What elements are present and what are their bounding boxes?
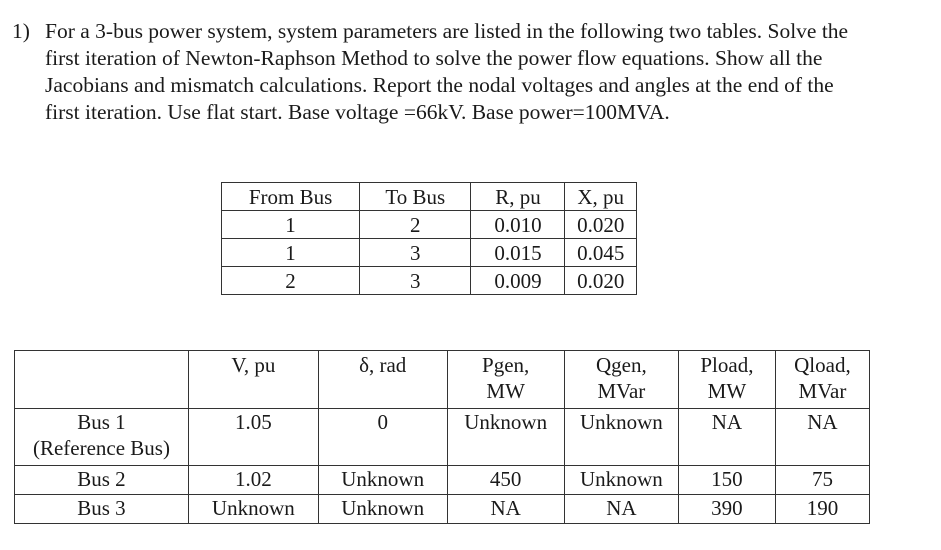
table-cell: 1.05 (188, 409, 318, 466)
header-cell (678, 351, 775, 409)
header-cell-empty (15, 351, 189, 409)
table-header-row (15, 351, 870, 409)
header-cell (564, 351, 678, 409)
header-text: V, pu (231, 353, 276, 377)
bus-note: (Reference Bus) (32, 436, 170, 460)
problem-line: For a 3-bus power system, system parameters are listed in the following two tables. Solve the (45, 19, 849, 43)
row-label: Bus 3 (15, 495, 189, 524)
table-cell: 75 (775, 466, 869, 495)
table-row (222, 239, 637, 267)
table-cell: 2 (222, 267, 360, 295)
problem-statement (12, 18, 927, 126)
table-cell: NA (775, 409, 869, 466)
header-cell: X, pu (565, 183, 637, 211)
table-row (222, 267, 637, 295)
table-row (15, 495, 870, 524)
header-unit: MW (486, 379, 525, 403)
table-cell: 0.015 (471, 239, 565, 267)
table-cell: 450 (447, 466, 564, 495)
table-cell: Unknown (564, 409, 678, 466)
problem-text (45, 18, 927, 126)
header-cell: From Bus (222, 183, 360, 211)
header-cell (775, 351, 869, 409)
table-cell: 3 (360, 267, 471, 295)
problem-number: 1) (12, 19, 30, 43)
line-parameters-table (221, 182, 637, 295)
header-unit: MVar (798, 379, 847, 403)
table-cell: 1.02 (188, 466, 318, 495)
table-cell: Unknown (447, 409, 564, 466)
table-cell: 150 (678, 466, 775, 495)
header-text: Pload, (700, 353, 754, 377)
table-header-row (222, 183, 637, 211)
header-cell (188, 351, 318, 409)
table-cell: NA (564, 495, 678, 524)
table-cell: Unknown (564, 466, 678, 495)
table-cell: 0.010 (471, 211, 565, 239)
header-text: Qgen, (595, 353, 647, 377)
header-text: Qload, (794, 353, 851, 377)
table-cell: 390 (678, 495, 775, 524)
table-cell: NA (447, 495, 564, 524)
header-cell: R, pu (471, 183, 565, 211)
table-cell: Unknown (318, 495, 447, 524)
bus-name: Bus 1 (77, 410, 126, 434)
table-cell: 0.009 (471, 267, 565, 295)
table-cell: 190 (775, 495, 869, 524)
table-row (15, 409, 870, 466)
problem-line: first iteration of Newton-Raphson Method to solve the power flow equations. Show all the (45, 46, 823, 70)
table-row (15, 466, 870, 495)
header-cell: To Bus (360, 183, 471, 211)
header-unit: MW (707, 379, 747, 403)
table-cell: 0.020 (565, 267, 637, 295)
table-cell: 3 (360, 239, 471, 267)
bus-data-table (14, 350, 870, 524)
table-cell: 1 (222, 239, 360, 267)
header-unit: MVar (597, 379, 646, 403)
header-text: δ, rad (359, 353, 407, 377)
table-cell: 1 (222, 211, 360, 239)
problem-line: first iteration. Use flat start. Base voltage =66kV. Base power=100MVA. (45, 100, 670, 124)
header-cell (447, 351, 564, 409)
table-cell: 0.020 (565, 211, 637, 239)
table-cell: Unknown (318, 466, 447, 495)
row-label (15, 409, 189, 466)
problem-line: Jacobians and mismatch calculations. Report the nodal voltages and angles at the end of the (45, 73, 834, 97)
header-text: Pgen, (482, 353, 530, 377)
row-label: Bus 2 (15, 466, 189, 495)
table-cell: NA (678, 409, 775, 466)
table-row (222, 211, 637, 239)
header-cell (318, 351, 447, 409)
table-cell: Unknown (188, 495, 318, 524)
table-cell: 0 (318, 409, 447, 466)
table-cell: 2 (360, 211, 471, 239)
table-cell: 0.045 (565, 239, 637, 267)
